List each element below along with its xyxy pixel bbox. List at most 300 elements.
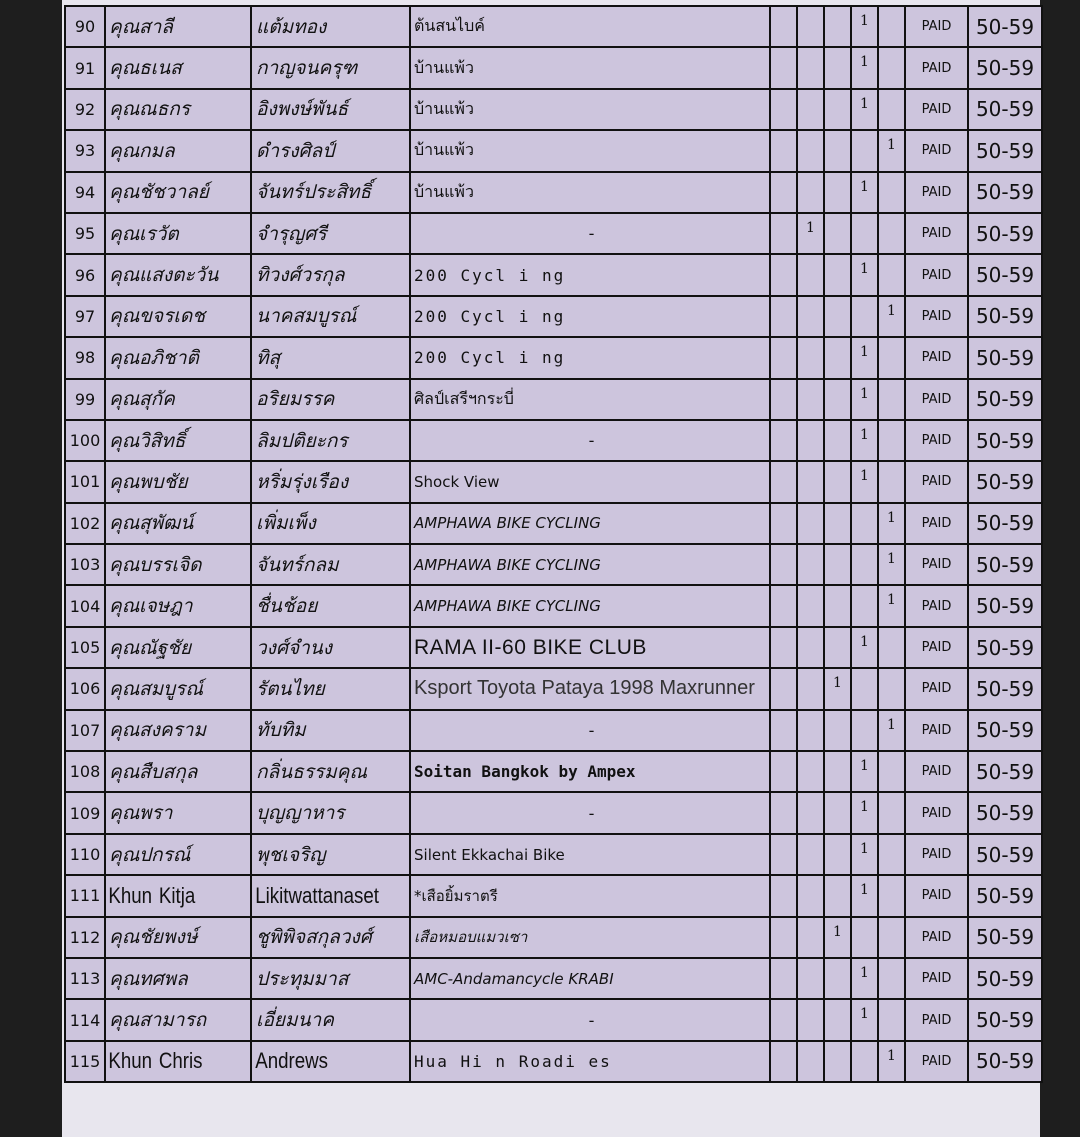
age-group: 50-59 [968,958,1042,999]
first-name: Kitja [158,882,196,908]
category-cell [797,958,824,999]
last-name: หริ่มรุ่งเรือง [251,461,410,502]
name-prefix: คุณ [109,388,140,411]
category-cell [851,668,878,709]
club-name: Silent Ekkachai Bike [410,834,770,875]
table-row [65,958,1042,999]
name-prefix: คุณ [109,553,140,576]
name-prefix: คุณ [109,429,140,452]
category-cell [797,89,824,130]
table-row [65,130,1042,171]
first-name: สงคราม [139,719,206,742]
category-cell: 1 [878,130,905,171]
age-group: 50-59 [968,379,1042,420]
table-row [65,213,1042,254]
row-number: 109 [65,792,105,833]
category-cell [770,917,797,958]
first-name-cell [105,89,251,130]
category-cell [824,420,851,461]
last-name: พุชเจริญ [251,834,410,875]
category-cell [770,999,797,1040]
category-cell [797,461,824,502]
payment-status: PAID [905,710,968,751]
first-name: เรวัต [139,222,179,245]
category-cell [878,958,905,999]
payment-status: PAID [905,585,968,626]
category-cell: 1 [851,172,878,213]
category-cell: 1 [851,958,878,999]
category-cell: 1 [851,337,878,378]
age-group: 50-59 [968,544,1042,585]
age-group: 50-59 [968,172,1042,213]
last-name: ลิมปติยะกร [251,420,410,461]
category-cell [824,296,851,337]
category-cell: 1 [851,999,878,1040]
last-name: เอี่ยมนาค [251,999,410,1040]
category-cell [878,668,905,709]
category-cell [797,172,824,213]
row-number: 103 [65,544,105,585]
last-name: จันทร์กลม [251,544,410,585]
category-cell [878,337,905,378]
row-number: 90 [65,6,105,47]
age-group: 50-59 [968,337,1042,378]
payment-status: PAID [905,999,968,1040]
first-name-cell [105,917,251,958]
category-cell [824,585,851,626]
club-name: AMPHAWA BIKE CYCLING [410,585,770,626]
row-number: 104 [65,585,105,626]
club-name: บ้านแพ้ว [410,47,770,88]
category-cell [851,544,878,585]
first-name: อภิชาติ [139,346,199,369]
name-prefix: คุณ [109,470,140,493]
category-cell [797,627,824,668]
payment-status: PAID [905,627,968,668]
age-group: 50-59 [968,130,1042,171]
payment-status: PAID [905,89,968,130]
name-prefix: คุณ [109,305,140,328]
category-cell [797,710,824,751]
category-cell: 1 [878,585,905,626]
payment-status: PAID [905,172,968,213]
age-group: 50-59 [968,834,1042,875]
last-name: บุญญาหาร [251,792,410,833]
age-group: 50-59 [968,710,1042,751]
category-cell [770,296,797,337]
first-name: แสงตะวัน [139,264,219,287]
first-name-cell [105,130,251,171]
payment-status: PAID [905,379,968,420]
row-number: 100 [65,420,105,461]
age-group: 50-59 [968,296,1042,337]
club-name: - [410,999,770,1040]
category-cell [797,296,824,337]
age-group: 50-59 [968,751,1042,792]
name-prefix: คุณ [109,57,140,80]
category-cell [770,379,797,420]
category-cell [797,1041,824,1082]
first-name: ณธกร [139,98,190,121]
row-number: 101 [65,461,105,502]
category-cell [878,213,905,254]
name-prefix: Khun [108,1048,153,1074]
club-name: 200 Cycl i ng [410,337,770,378]
first-name-cell [105,751,251,792]
club-name: RAMA II-60 BIKE CLUB [410,627,770,668]
category-cell: 1 [851,47,878,88]
table-row [65,296,1042,337]
payment-status: PAID [905,792,968,833]
row-number: 96 [65,254,105,295]
category-cell [824,172,851,213]
category-cell [878,792,905,833]
category-cell [824,461,851,502]
table-row [65,6,1042,47]
category-cell [797,254,824,295]
age-group: 50-59 [968,420,1042,461]
last-name: เพิ่มเพ็ง [251,503,410,544]
row-number: 95 [65,213,105,254]
category-cell [770,254,797,295]
category-cell [770,958,797,999]
category-cell [797,792,824,833]
category-cell [824,1041,851,1082]
last-name: Likitwattanaset [251,875,386,916]
last-name: อริยมรรค [251,379,410,420]
name-prefix: คุณ [109,264,140,287]
last-name: ทิสุ [251,337,410,378]
table-row [65,461,1042,502]
first-name-cell [105,47,251,88]
last-name: กาญจนครุฑ [251,47,410,88]
first-name-cell [105,999,251,1040]
payment-status: PAID [905,875,968,916]
last-name: แต้มทอง [251,6,410,47]
category-cell [824,875,851,916]
category-cell: 1 [878,503,905,544]
last-name: Andrews [251,1041,386,1082]
table-row [65,420,1042,461]
last-name: รัตนไทย [251,668,410,709]
table-row [65,254,1042,295]
table-row [65,337,1042,378]
age-group: 50-59 [968,47,1042,88]
first-name: สามารถ [139,1009,207,1032]
last-name: จำรุญศรี [251,213,410,254]
category-cell [770,1041,797,1082]
club-name: 200 Cycl i ng [410,254,770,295]
payment-status: PAID [905,917,968,958]
first-name-cell [105,875,229,916]
category-cell: 1 [851,420,878,461]
age-group: 50-59 [968,999,1042,1040]
club-name: - [410,420,770,461]
name-prefix: Khun [108,882,153,908]
payment-status: PAID [905,47,968,88]
table-row [65,875,1042,916]
age-group: 50-59 [968,461,1042,502]
category-cell [824,710,851,751]
category-cell [797,875,824,916]
category-cell [797,47,824,88]
category-cell [770,130,797,171]
payment-status: PAID [905,254,968,295]
category-cell [797,668,824,709]
age-group: 50-59 [968,875,1042,916]
first-name: วิสิทธิ์ [139,429,186,452]
category-cell [824,337,851,378]
first-name-cell [105,503,251,544]
table-row [65,999,1042,1040]
category-cell [824,89,851,130]
table-row [65,668,1042,709]
category-cell [824,958,851,999]
name-prefix: คุณ [109,595,140,618]
row-number: 108 [65,751,105,792]
row-number: 105 [65,627,105,668]
category-cell: 1 [851,627,878,668]
age-group: 50-59 [968,668,1042,709]
first-name: บรรเจิด [139,553,202,576]
first-name: เจษฎา [139,595,193,618]
name-prefix: คุณ [109,181,140,204]
category-cell: 1 [851,792,878,833]
club-name: AMC-Andamancycle KRABI [410,958,770,999]
last-name: นาคสมบูรณ์ [251,296,410,337]
category-cell: 1 [851,834,878,875]
row-number: 112 [65,917,105,958]
category-cell [824,379,851,420]
club-name: - [410,710,770,751]
table-row [65,172,1042,213]
payment-status: PAID [905,6,968,47]
first-name: สืบสกุล [139,760,198,783]
first-name: สุพัฒน์ [139,512,194,535]
last-name: ทิวงศ์วรกุล [251,254,410,295]
category-cell [770,172,797,213]
category-cell: 1 [878,296,905,337]
table-row [65,627,1042,668]
last-name: อิงพงษ์พันธ์ [251,89,410,130]
club-name: - [410,792,770,833]
category-cell [770,6,797,47]
category-cell [770,668,797,709]
category-cell [824,627,851,668]
payment-status: PAID [905,213,968,254]
category-cell [878,420,905,461]
club-name: ต้นสนไบค์ [410,6,770,47]
payment-status: PAID [905,337,968,378]
category-cell [851,710,878,751]
category-cell: 1 [878,544,905,585]
last-name: ทับทิม [251,710,410,751]
row-number: 92 [65,89,105,130]
first-name-cell [105,668,251,709]
first-name: ปกรณ์ [139,843,191,866]
category-cell [878,254,905,295]
category-cell [797,6,824,47]
payment-status: PAID [905,130,968,171]
row-number: 91 [65,47,105,88]
table-row [65,89,1042,130]
age-group: 50-59 [968,254,1042,295]
category-cell [851,917,878,958]
first-name-cell [105,627,251,668]
category-cell [824,6,851,47]
name-prefix: คุณ [109,222,140,245]
payment-status: PAID [905,668,968,709]
category-cell [770,710,797,751]
name-prefix: คุณ [109,719,140,742]
category-cell [770,89,797,130]
category-cell [770,503,797,544]
first-name: ทศพล [139,967,188,990]
category-cell [797,379,824,420]
first-name: สมบูรณ์ [139,677,204,700]
category-cell [878,917,905,958]
name-prefix: คุณ [109,677,140,700]
category-cell [824,792,851,833]
table-row [65,503,1042,544]
age-group: 50-59 [968,585,1042,626]
category-cell: 1 [824,917,851,958]
category-cell [797,834,824,875]
payment-status: PAID [905,544,968,585]
name-prefix: คุณ [109,636,140,659]
category-cell [878,89,905,130]
category-cell [878,875,905,916]
table-row [65,710,1042,751]
category-cell [770,751,797,792]
category-cell [797,130,824,171]
club-name: บ้านแพ้ว [410,130,770,171]
row-number: 99 [65,379,105,420]
category-cell [797,420,824,461]
name-prefix: คุณ [109,98,140,121]
row-number: 110 [65,834,105,875]
category-cell [851,1041,878,1082]
name-prefix: คุณ [109,1009,140,1032]
row-number: 93 [65,130,105,171]
category-cell [824,544,851,585]
category-cell [878,751,905,792]
category-cell [878,379,905,420]
payment-status: PAID [905,834,968,875]
category-cell: 1 [824,668,851,709]
first-name: ธเนส [139,57,182,80]
age-group: 50-59 [968,627,1042,668]
row-number: 113 [65,958,105,999]
last-name: ชื่นช้อย [251,585,410,626]
row-number: 94 [65,172,105,213]
category-cell [770,834,797,875]
category-cell [797,751,824,792]
name-prefix: คุณ [109,346,140,369]
table-row [65,544,1042,585]
last-name: ดำรงศิลป์ [251,130,410,171]
payment-status: PAID [905,296,968,337]
category-cell [851,296,878,337]
first-name-cell [105,544,251,585]
first-name-cell [105,172,251,213]
category-cell [770,461,797,502]
payment-status: PAID [905,1041,968,1082]
category-cell [824,213,851,254]
first-name: ชัยพงษ์ [139,926,198,949]
category-cell: 1 [851,751,878,792]
category-cell [797,503,824,544]
category-cell [824,130,851,171]
club-name: AMPHAWA BIKE CYCLING [410,544,770,585]
table-row [65,379,1042,420]
category-cell [878,834,905,875]
payment-status: PAID [905,461,968,502]
table-row [65,751,1042,792]
first-name-cell [105,1041,229,1082]
category-cell [824,47,851,88]
first-name-cell [105,710,251,751]
age-group: 50-59 [968,1041,1042,1082]
category-cell [770,420,797,461]
name-prefix: คุณ [109,15,140,38]
table-row [65,917,1042,958]
category-cell [824,503,851,544]
table-row [65,47,1042,88]
club-name: 200 Cycl i ng [410,296,770,337]
name-prefix: คุณ [109,843,140,866]
club-name: Soitan Bangkok by Ampex [410,751,770,792]
first-name-cell [105,337,251,378]
category-cell: 1 [878,710,905,751]
last-name: จันทร์ประสิทธิ์ [251,172,410,213]
first-name-cell [105,213,251,254]
category-cell [797,544,824,585]
name-prefix: คุณ [109,967,140,990]
category-cell [770,544,797,585]
category-cell [878,47,905,88]
category-cell [770,47,797,88]
category-cell [797,917,824,958]
payment-status: PAID [905,751,968,792]
payment-status: PAID [905,958,968,999]
first-name-cell [105,254,251,295]
first-name-cell [105,792,251,833]
first-name-cell [105,461,251,502]
category-cell [851,130,878,171]
category-cell: 1 [851,461,878,502]
last-name: ชูพิพิจสกุลวงศ์ [251,917,410,958]
row-number: 97 [65,296,105,337]
club-name: ศิลป์เสรีฯกระบี่ [410,379,770,420]
first-name-cell [105,958,251,999]
last-name: ประทุมมาส [251,958,410,999]
category-cell: 1 [851,254,878,295]
category-cell [824,999,851,1040]
row-number: 106 [65,668,105,709]
first-name: สาลี [139,15,173,38]
payment-status: PAID [905,420,968,461]
category-cell [878,6,905,47]
name-prefix: คุณ [109,926,140,949]
club-name: - [410,213,770,254]
row-number: 111 [65,875,105,916]
row-number: 114 [65,999,105,1040]
first-name: ชัชวาลย์ [139,181,209,204]
age-group: 50-59 [968,89,1042,130]
category-cell [770,337,797,378]
category-cell [770,213,797,254]
